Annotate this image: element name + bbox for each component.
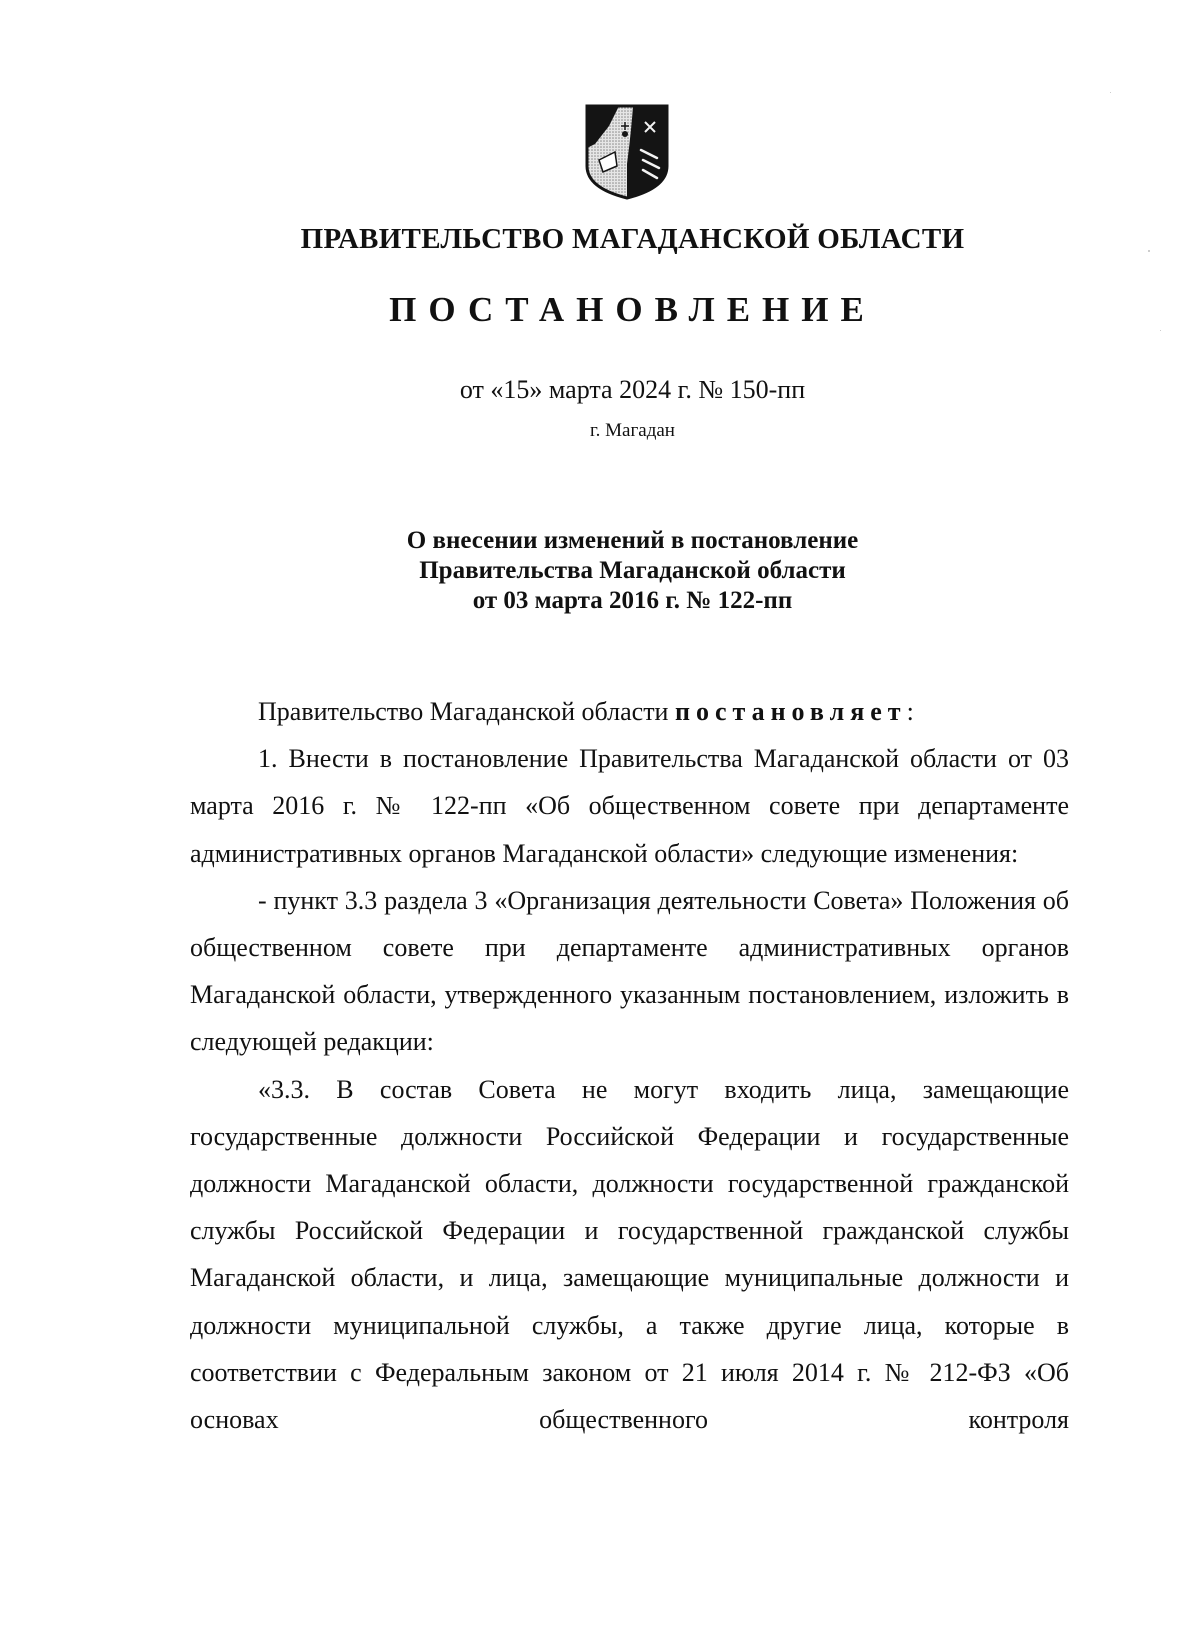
intro-paragraph bbox=[190, 688, 1069, 735]
coat-of-arms-icon bbox=[585, 104, 669, 200]
scan-speck bbox=[1148, 250, 1150, 252]
intro-suffix: : bbox=[906, 697, 914, 726]
scan-speck bbox=[1160, 330, 1161, 331]
subject-line-1: О внесении изменений в постановление bbox=[406, 527, 859, 554]
document-body bbox=[190, 688, 1069, 1443]
document-date-number: от «15» марта 2024 г. № 150-пп bbox=[459, 375, 806, 404]
document-city: г. Магадан bbox=[590, 420, 675, 441]
scan-speck bbox=[1110, 92, 1111, 93]
paragraph-3: «3.3. В состав Совета не могут входить лица, замещающие государственные должности Российской Федерации и государственные должности Магаданской области, должности государственной гражданской службы Российской Федерации и государственной гражданской службы Магаданской области, и лица, замещающие муниципальные должности и должности муниципальной службы, а также другие лица, которые в соответствии с Федеральным законом от 21 июля 2014 г. № 212-ФЗ «Об основах общественного контроля bbox=[190, 1074, 1069, 1435]
paragraph-1: 1. Внести в постановление Правительства Магаданской области от 03 марта 2016 г. № 122-пп «Об общественном совете при департаменте административных органов Магаданской области» следующие изменения: bbox=[190, 744, 1069, 868]
document-subject bbox=[0, 526, 1200, 616]
subject-line-3: от 03 марта 2016 г. № 122-пп bbox=[472, 587, 793, 614]
paragraph-2: - пункт 3.3 раздела 3 «Организация деятельности Совета» Положения об общественном совете при департаменте административных органов Магаданской области, утвержденного указанным постановлением, изложить в следующей редакции: bbox=[190, 885, 1069, 1057]
intro-verb: постановляет bbox=[674, 697, 907, 726]
intro-prefix: Правительство Магаданской области bbox=[258, 697, 675, 726]
document-type-title: ПОСТАНОВЛЕНИЕ bbox=[389, 290, 876, 329]
subject-line-2: Правительства Магаданской области bbox=[419, 557, 846, 584]
government-title: ПРАВИТЕЛЬСТВО МАГАДАНСКОЙ ОБЛАСТИ bbox=[300, 223, 965, 255]
